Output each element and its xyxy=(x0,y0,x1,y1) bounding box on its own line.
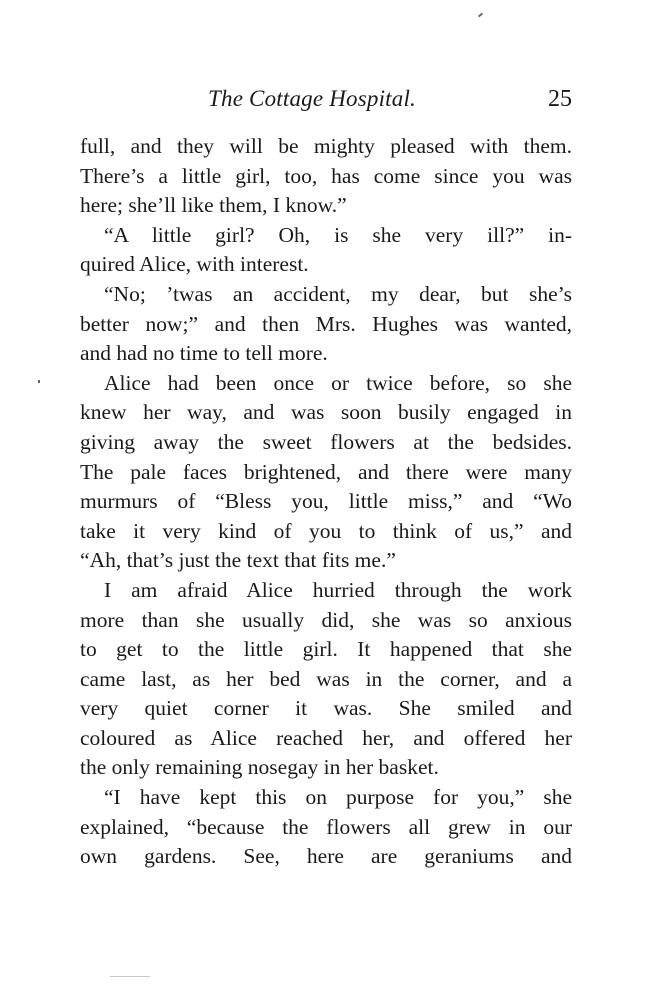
text-line: “I have kept this on purpose for you,” she xyxy=(104,785,572,810)
text-line: the only remaining nosegay in her basket. xyxy=(80,755,439,780)
running-title: The Cottage Hospital. xyxy=(208,86,417,111)
text-line: came last, as her bed was in the corner, and a xyxy=(80,666,572,691)
body-text xyxy=(80,132,572,872)
text-line: Alice had been once or twice before, so she xyxy=(104,370,572,395)
text-line: and had no time to tell more. xyxy=(80,341,328,366)
ink-speck xyxy=(38,380,40,383)
text-line: here; she’ll like them, I know.” xyxy=(80,193,347,218)
text-line: very quiet corner it was. She smiled and xyxy=(80,696,572,721)
text-line: knew her way, and was soon busily engaged in xyxy=(80,400,572,425)
text-line: explained, “because the flowers all grew in our xyxy=(80,814,572,839)
text-line: “No; ’twas an accident, my dear, but she’s xyxy=(104,281,572,306)
text-line: There’s a little girl, too, has come since you was xyxy=(80,163,572,188)
running-header xyxy=(80,86,572,118)
text-line: “Ah, that’s just the text that fits me.” xyxy=(80,548,396,573)
text-line: more than she usually did, she was so anxious xyxy=(80,607,572,632)
ink-speck xyxy=(478,13,483,18)
text-line: to get to the little girl. It happened that she xyxy=(80,637,572,662)
text-line: The pale faces brightened, and there were many xyxy=(80,459,572,484)
text-line: giving away the sweet flowers at the bedsides. xyxy=(80,429,572,454)
text-line: better now;” and then Mrs. Hughes was wanted, xyxy=(80,311,572,336)
text-line: take it very kind of you to think of us,” and xyxy=(80,518,572,543)
page-smudge xyxy=(110,976,150,977)
text-line: I am afraid Alice hurried through the work xyxy=(104,577,572,602)
text-line: “A little girl? Oh, is she very ill?” in- xyxy=(104,222,572,247)
text-line: quired Alice, with interest. xyxy=(80,252,309,277)
text-line: full, and they will be mighty pleased with them. xyxy=(80,134,572,158)
text-line: murmurs of “Bless you, little miss,” and “Wo xyxy=(80,489,572,514)
text-line: coloured as Alice reached her, and offered her xyxy=(80,725,572,750)
text-line: own gardens. See, here are geraniums and xyxy=(80,844,572,869)
page-number: 25 xyxy=(548,86,572,112)
